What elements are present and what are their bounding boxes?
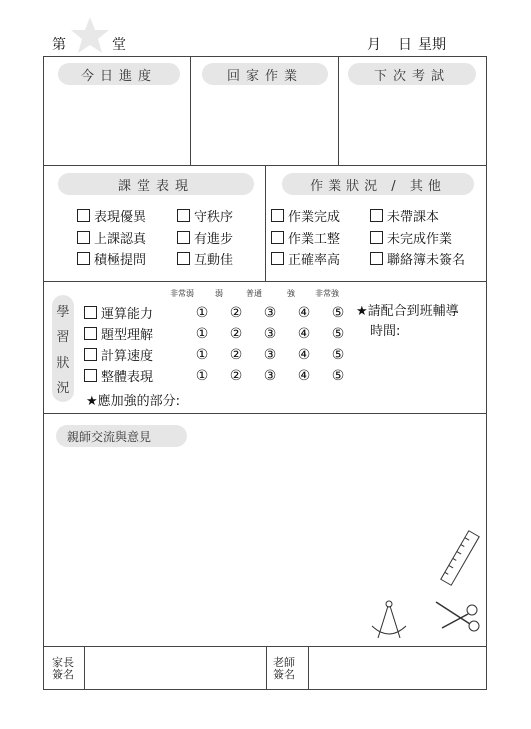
learning-row-question-types <box>84 324 355 343</box>
tutoring-label: ★請配合到班輔導 <box>356 304 459 319</box>
rating-2[interactable]: ② <box>229 346 243 363</box>
rating-5[interactable]: ⑤ <box>331 346 345 363</box>
checkbox-label: 有進步 <box>194 232 234 247</box>
scale-strong: 強 <box>287 289 295 298</box>
header-di: 第 <box>52 37 66 53</box>
divider-4 <box>43 646 487 647</box>
rating-1[interactable]: ① <box>195 304 209 321</box>
class-performance-title: 課堂表現 <box>58 173 254 195</box>
ruler-icon <box>440 528 480 588</box>
row-checkbox[interactable] <box>84 306 97 319</box>
rating-2[interactable]: ② <box>229 304 243 321</box>
scale-very-strong: 非常強 <box>315 289 339 298</box>
row-checkbox[interactable] <box>84 348 97 361</box>
checkbox-interactive[interactable] <box>177 249 233 268</box>
checkbox-excellent[interactable] <box>77 206 146 225</box>
rating-5[interactable]: ⑤ <box>331 325 345 342</box>
checkbox-no-textbook[interactable] <box>370 206 439 225</box>
rating-3[interactable]: ③ <box>263 325 277 342</box>
mid-vdiv <box>265 166 266 281</box>
label-line: 老師 <box>273 656 295 669</box>
label-line: 簽名 <box>52 668 74 681</box>
checkbox-label: 積極提問 <box>94 253 147 268</box>
label-line: 簽名 <box>273 668 295 681</box>
rating-4[interactable]: ④ <box>297 367 311 384</box>
checkbox-label: 作業工整 <box>288 232 341 247</box>
checkbox-label: 聯絡簿未簽名 <box>387 253 466 268</box>
row-checkbox[interactable] <box>84 327 97 340</box>
teacher-sign-label <box>273 657 295 681</box>
row-checkbox[interactable] <box>84 369 97 382</box>
top-vdiv-1 <box>190 57 191 165</box>
side-char: 習 <box>56 330 70 346</box>
rating-4[interactable]: ④ <box>297 325 311 342</box>
rating-2[interactable]: ② <box>229 325 243 342</box>
rating-3[interactable]: ③ <box>263 367 277 384</box>
top-vdiv-2 <box>338 57 339 165</box>
row-label: 計算速度 <box>101 349 154 364</box>
homework-label: 回家作業 <box>202 63 328 85</box>
rating-5[interactable]: ⑤ <box>331 367 345 384</box>
checkbox-label: 守秩序 <box>194 210 234 225</box>
checkbox-high-accuracy[interactable] <box>271 249 340 268</box>
next-test-label: 下次考試 <box>348 63 476 85</box>
learning-row-speed <box>84 345 355 364</box>
row-label: 題型理解 <box>101 328 154 343</box>
parent-sign-label <box>52 657 74 681</box>
learning-row-overall <box>84 366 355 385</box>
checkbox-homework-incomplete[interactable] <box>370 228 452 247</box>
header <box>0 0 531 58</box>
side-char: 狀 <box>56 355 70 371</box>
header-tang: 堂 <box>112 37 126 53</box>
learning-row-computation <box>84 303 355 322</box>
foot-vdiv-3 <box>308 647 309 690</box>
checkbox-homework-done[interactable] <box>271 206 340 225</box>
row-label: 整體表現 <box>101 370 154 385</box>
checkbox-attentive[interactable] <box>77 228 146 247</box>
rating-2[interactable]: ② <box>229 367 243 384</box>
divider-2 <box>43 281 487 282</box>
teacher-signature-field[interactable] <box>310 648 485 688</box>
foot-vdiv-1 <box>84 647 85 690</box>
rating-4[interactable]: ④ <box>297 346 311 363</box>
divider-3 <box>43 413 487 414</box>
communication-title: 親師交流與意見 <box>56 425 187 447</box>
star-icon <box>70 16 110 54</box>
checkbox-label: 作業完成 <box>288 210 341 225</box>
header-month: 月 <box>367 37 381 53</box>
parent-signature-field[interactable] <box>86 648 264 688</box>
checkbox-label: 上課認真 <box>94 232 147 247</box>
rating-3[interactable]: ③ <box>263 304 277 321</box>
rating-4[interactable]: ④ <box>297 304 311 321</box>
checkbox-label: 未完成作業 <box>387 232 453 247</box>
scale-average: 普通 <box>246 289 262 298</box>
checkbox-label: 互動佳 <box>194 253 234 268</box>
checkbox-improved[interactable] <box>177 228 233 247</box>
rating-1[interactable]: ① <box>195 325 209 342</box>
today-progress-label: 今日進度 <box>58 63 180 85</box>
checkbox-label: 正確率高 <box>288 253 341 268</box>
time-label: 時間: <box>370 324 401 339</box>
checkbox-label: 未帶課本 <box>387 210 440 225</box>
checkbox-contact-book-unsigned[interactable] <box>370 249 465 268</box>
checkbox-label: 表現優異 <box>94 210 147 225</box>
label-line: 家長 <box>52 656 74 669</box>
scale-weak: 弱 <box>215 289 223 298</box>
strengthen-label: ★應加強的部分: <box>86 394 181 409</box>
scissors-icon <box>432 598 484 636</box>
side-char: 況 <box>56 380 70 396</box>
header-weekday: 星期 <box>418 37 446 53</box>
scale-very-weak: 非常弱 <box>170 289 194 298</box>
checkbox-orderly[interactable] <box>177 206 233 225</box>
side-char: 學 <box>56 305 70 321</box>
row-label: 運算能力 <box>101 307 154 322</box>
rating-5[interactable]: ⑤ <box>331 304 345 321</box>
rating-1[interactable]: ① <box>195 367 209 384</box>
checkbox-asks-questions[interactable] <box>77 249 146 268</box>
learning-status-label <box>52 295 74 402</box>
header-day: 日 <box>398 37 412 53</box>
rating-1[interactable]: ① <box>195 346 209 363</box>
homework-status-title: 作業狀況 / 其他 <box>282 173 474 195</box>
foot-vdiv-2 <box>266 647 267 690</box>
compass-icon <box>368 598 410 642</box>
rating-3[interactable]: ③ <box>263 346 277 363</box>
checkbox-homework-neat[interactable] <box>271 228 340 247</box>
